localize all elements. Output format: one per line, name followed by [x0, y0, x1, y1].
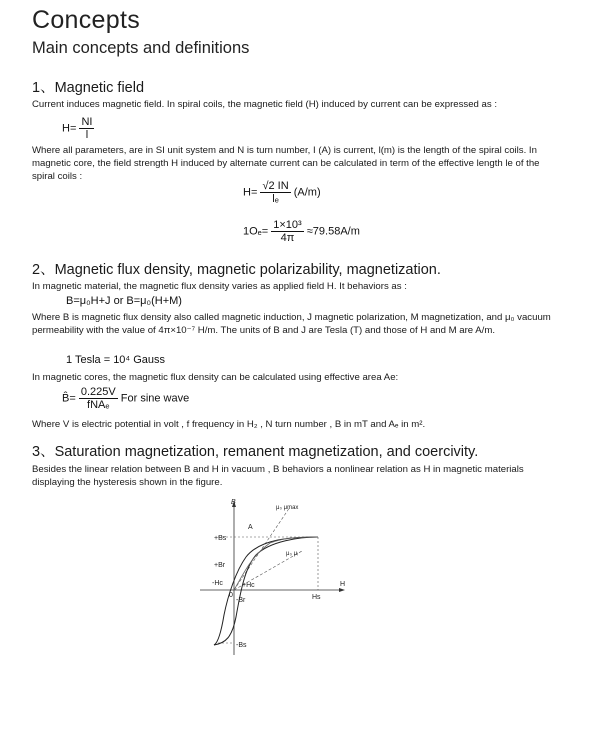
mu-max-label: μ₀ μmax	[276, 505, 299, 511]
hysteresis-figure	[190, 495, 370, 665]
section-2-paragraph-2: Where B is magnetic flux density also called magnetic induction, J magnetic polarization, M magnetization, and μ₀ vacuum permeability with the value of 4π×10⁻⁷ H/m. The units of B and J are Tesla (T) and those of H and M are A/m.	[32, 312, 551, 336]
bs-positive-label: +Bs	[214, 535, 227, 542]
bs-negative-label: -Bs	[236, 642, 247, 649]
fraction-denominator: 4π	[280, 232, 295, 244]
equation-lhs: H=	[243, 186, 258, 199]
equation-lhs: B̂=	[62, 392, 76, 405]
section-1-paragraph-2: Where all parameters, are in SI unit system and N is turn number, I (A) is current, l(m) is the length of the spiral coils. In magnetic core, the field strength H induced by alternate current can be calculated in term of the effective length le of the spiral coils :	[32, 145, 540, 182]
hysteresis-lower-branch	[214, 537, 318, 645]
section-1-paragraph-1: Current induces magnetic field. In spiral coils, the magnetic field (H) induced by current can be expressed as :	[32, 99, 497, 110]
mu-max-line	[234, 507, 290, 590]
fraction-numerator: NI	[81, 116, 93, 128]
origin-label: 0	[229, 592, 233, 599]
equation-tesla-gauss: 1 Tesla = 10⁴ Gauss	[66, 354, 165, 366]
equation-fraction	[260, 180, 290, 205]
br-positive-label: +Br	[214, 562, 226, 569]
hc-positive-label: +Hc	[242, 582, 255, 589]
section-2-heading: 2、Magnetic flux density, magnetic polarizability, magnetization.	[32, 262, 441, 278]
fraction-denominator: fNAₑ	[87, 399, 110, 411]
fraction-denominator: lₑ	[272, 193, 279, 205]
hysteresis-upper-branch	[214, 537, 318, 645]
page-subtitle: Main concepts and definitions	[32, 39, 250, 57]
hs-label: Hs	[312, 594, 321, 601]
b-axis-label: B	[231, 499, 236, 506]
equation-oersted	[243, 219, 360, 244]
equation-b-relations: B=μ₀H+J or B=μ₀(H+M)	[66, 295, 182, 307]
section-3-heading: 3、Saturation magnetization, remanent magnetization, and coercivity.	[32, 444, 479, 460]
equation-lhs: H=	[62, 122, 77, 135]
hc-negative-label: -Hc	[212, 580, 223, 587]
h-axis-label: H	[340, 581, 346, 588]
equation-flux-density-sine	[62, 386, 189, 411]
equation-fraction	[79, 116, 94, 141]
equation-h-effective-length	[243, 180, 321, 205]
mu-i-label: μ₀ μᵢ	[286, 551, 299, 557]
equation-rhs: For sine wave	[120, 392, 190, 405]
section-3-paragraph-1: Besides the linear relation between B and H in vacuum , B behaviors a nonlinear relation as H in magnetic materials displaying the hysteresis shown in the figure.	[32, 464, 524, 488]
h-axis-arrow	[339, 588, 345, 592]
fraction-denominator: l	[85, 129, 89, 141]
section-2-paragraph-3: In magnetic cores, the magnetic flux density can be calculated using effective area Ae:	[32, 372, 399, 383]
fraction-numerator: 1×10³	[273, 219, 302, 231]
fraction-numerator: 0.225V	[80, 386, 116, 398]
section-2-paragraph-4: Where V is electric potential in volt , f frequency in H₂ , N turn number , B in mT and Aₑ in m².	[32, 419, 426, 430]
page-title: Concepts	[32, 6, 141, 34]
fraction-numerator: √2 IN	[262, 180, 289, 192]
section-1-heading: 1、Magnetic field	[32, 80, 145, 96]
equation-fraction	[79, 386, 118, 411]
section-2-paragraph-1: In magnetic material, the magnetic flux density varies as applied field H. It behaviors as :	[32, 281, 407, 292]
equation-fraction	[271, 219, 303, 244]
equation-rhs: ≈79.58A/m	[306, 225, 360, 238]
equation-unit: (A/m)	[293, 186, 321, 199]
equation-lhs: 1Oₑ=	[243, 225, 269, 238]
equation-h-ni-over-l	[62, 116, 94, 141]
br-negative-label: -Br	[236, 597, 246, 604]
point-a-label: A	[248, 524, 253, 531]
